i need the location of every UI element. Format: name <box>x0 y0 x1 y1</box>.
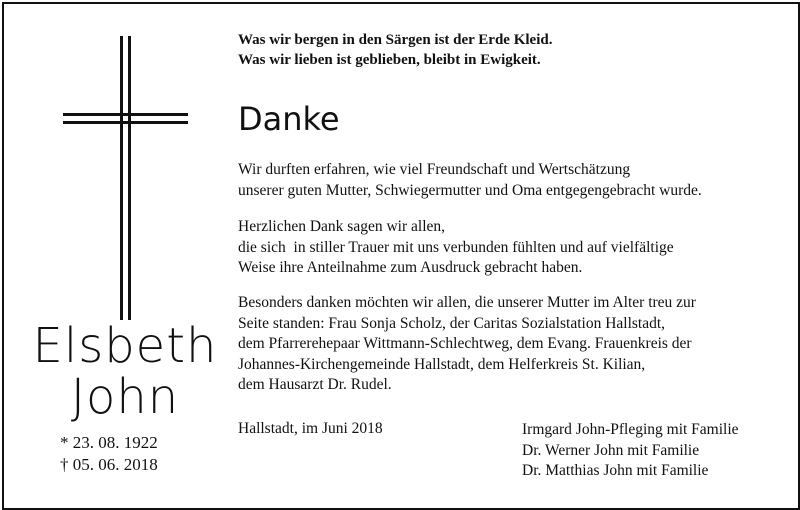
motto-line: Was wir bergen in den Särgen ist der Erde Kleid. <box>238 32 553 48</box>
deceased-first-name: Elsbeth <box>32 318 218 374</box>
text-line: Weise ihre Anteilnahme zum Ausdruck gebracht haben. <box>238 259 583 276</box>
paragraph-special-thanks <box>238 293 696 396</box>
death-date: † 05. 06. 2018 <box>60 455 158 474</box>
text-line: die sich in stiller Trauer mit uns verbunden fühlten und auf vielfältige <box>238 238 674 256</box>
text-line: Herzlichen Dank sagen wir allen, <box>238 218 446 235</box>
place-date: Hallstadt, im Juni 2018 <box>238 420 383 437</box>
text-line: unserer guten Mutter, Schwiegermutter und Oma entgegengebracht wurde. <box>238 181 702 199</box>
signatory: Dr. Werner John mit Familie <box>522 441 700 459</box>
text-line: Seite standen: Frau Sonja Scholz, der Caritas Sozialstation Hallstadt, <box>238 314 666 332</box>
birth-date: * 23. 08. 1922 <box>60 433 158 452</box>
signatory: Dr. Matthias John mit Familie <box>522 462 709 479</box>
paragraph-experience <box>238 160 702 201</box>
text-line: Wir durften erfahren, wie viel Freundschaft und Wertschätzung <box>238 161 631 178</box>
deceased-last-name: John <box>70 369 180 425</box>
paragraph-thanks <box>238 217 674 279</box>
text-line: Besonders danken möchten wir allen, die unserer Mutter im Alter treu zur <box>238 294 696 311</box>
signatory: Irmgard John-Pfleging mit Familie <box>522 421 739 438</box>
signatories <box>522 420 739 482</box>
motto-line: Was wir lieben ist geblieben, bleibt in Ewigkeit. <box>238 52 541 68</box>
text-line: dem Hausarzt Dr. Rudel. <box>238 376 392 393</box>
motto <box>238 30 552 70</box>
text-line: Johannes-Kirchengemeinde Hallstadt, dem Helferkreis St. Kilian, <box>238 355 646 373</box>
life-dates <box>60 432 158 476</box>
text-line: dem Pfarrerehepaar Wittmann-Schlechtweg, dem Evang. Frauenkreis der <box>238 335 692 352</box>
heading: Danke <box>238 100 340 138</box>
